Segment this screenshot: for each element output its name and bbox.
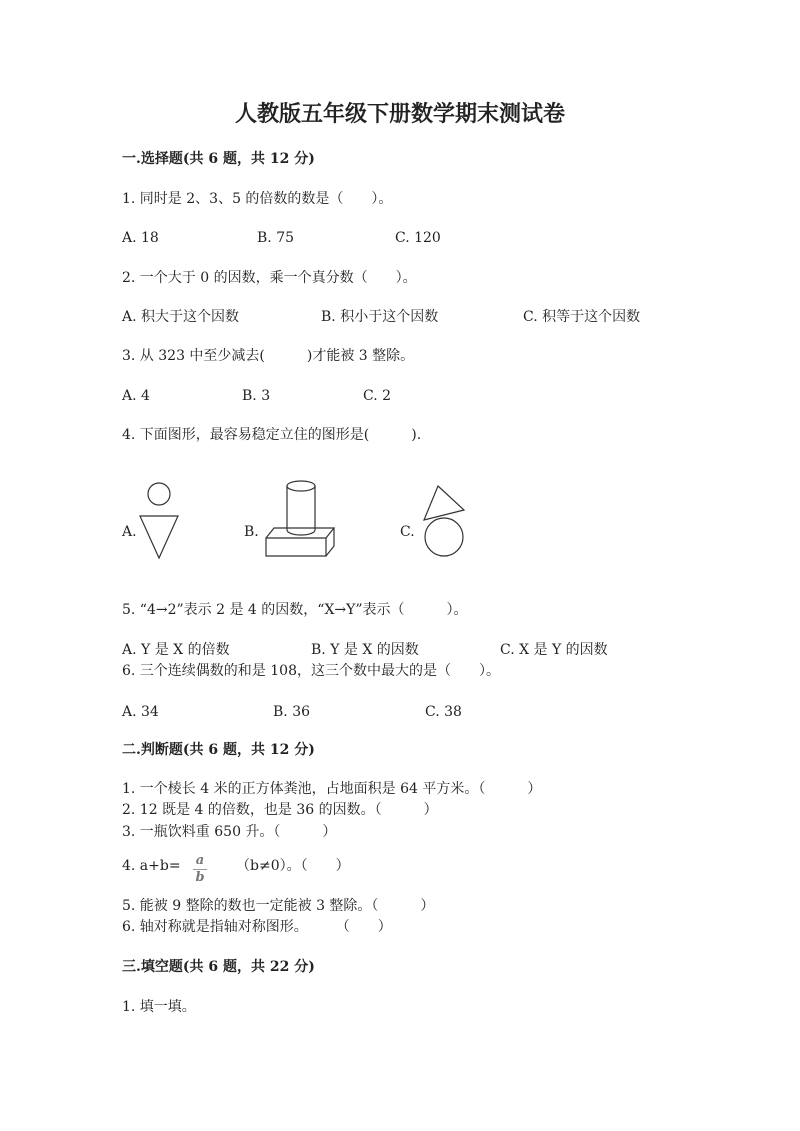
option-a: A. 积大于这个因数 [122, 309, 240, 325]
option-c: C. 2 [363, 388, 392, 404]
option-a: A. 34 [122, 704, 159, 720]
option-b: B. 36 [273, 704, 311, 720]
option-a: A. 4 [122, 388, 150, 404]
option-c: C. [400, 524, 415, 540]
option-c: C. 120 [395, 230, 441, 246]
question-stem: 1. 同时是 2、3、5 的倍数的数是（ ）。 [122, 191, 393, 207]
option-a: A. Y 是 X 的倍数 [122, 642, 230, 658]
option-b: B. 3 [242, 388, 271, 404]
option-c: C. 38 [425, 704, 462, 720]
fraction-denominator: b [195, 870, 205, 885]
question-stem: 2. 一个大于 0 的因数，乘一个真分数（ ）。 [122, 270, 417, 286]
question-stem: 6. 三个连续偶数的和是 108，这三个数中最大的是（ ）。 [122, 663, 500, 679]
option-c: C. X 是 Y 的因数 [500, 642, 608, 658]
section-heading-true-false: 二.判断题(共 6 题，共 12 分) [122, 742, 315, 758]
option-c: C. 积等于这个因数 [523, 309, 641, 325]
question-stem: 3. 从 323 中至少减去( )才能被 3 整除。 [122, 348, 415, 364]
question-stem: 2. 12 既是 4 的倍数，也是 36 的因数。（ ） [122, 802, 438, 818]
question-stem: 5. 能被 9 整除的数也一定能被 3 整除。（ ） [122, 898, 435, 914]
question-stem: 5. “4→2”表示 2 是 4 的因数，“X→Y”表示（ ）。 [122, 602, 468, 618]
fraction-numerator: a [195, 853, 205, 868]
question-stem: 6. 轴对称就是指轴对称图形。 （ ） [122, 919, 392, 935]
option-b: B. 75 [257, 230, 295, 246]
option-b: B. Y 是 X 的因数 [311, 642, 419, 658]
section-heading-fill-in: 三.填空题(共 6 题，共 22 分) [122, 959, 315, 975]
option-a: A. 18 [122, 230, 159, 246]
fraction-a-over-b [193, 854, 207, 885]
question-stem: 4. a+b= [122, 858, 181, 874]
page-title: 人教版五年级下册数学期末测试卷 [234, 101, 565, 127]
cone-on-ball-figure [418, 484, 470, 558]
section-heading-choice: 一.选择题(共 6 题，共 12 分) [122, 151, 315, 167]
ball-on-cone-figure [138, 480, 188, 560]
option-a: A. [122, 524, 137, 540]
question-stem: 1. 一个棱长 4 米的正方体粪池，占地面积是 64 平方米。（ ） [122, 781, 542, 797]
option-b: B. 积小于这个因数 [321, 309, 439, 325]
question-stem: 4. 下面图形，最容易稳定立住的图形是( ). [122, 427, 422, 443]
question-stem-suffix: （b≠0）。（ ） [236, 858, 350, 874]
cylinder-on-box-figure [262, 478, 338, 560]
question-stem: 3. 一瓶饮料重 650 升。（ ） [122, 824, 337, 840]
option-b: B. [244, 524, 259, 540]
question-stem: 1. 填一填。 [122, 999, 196, 1015]
